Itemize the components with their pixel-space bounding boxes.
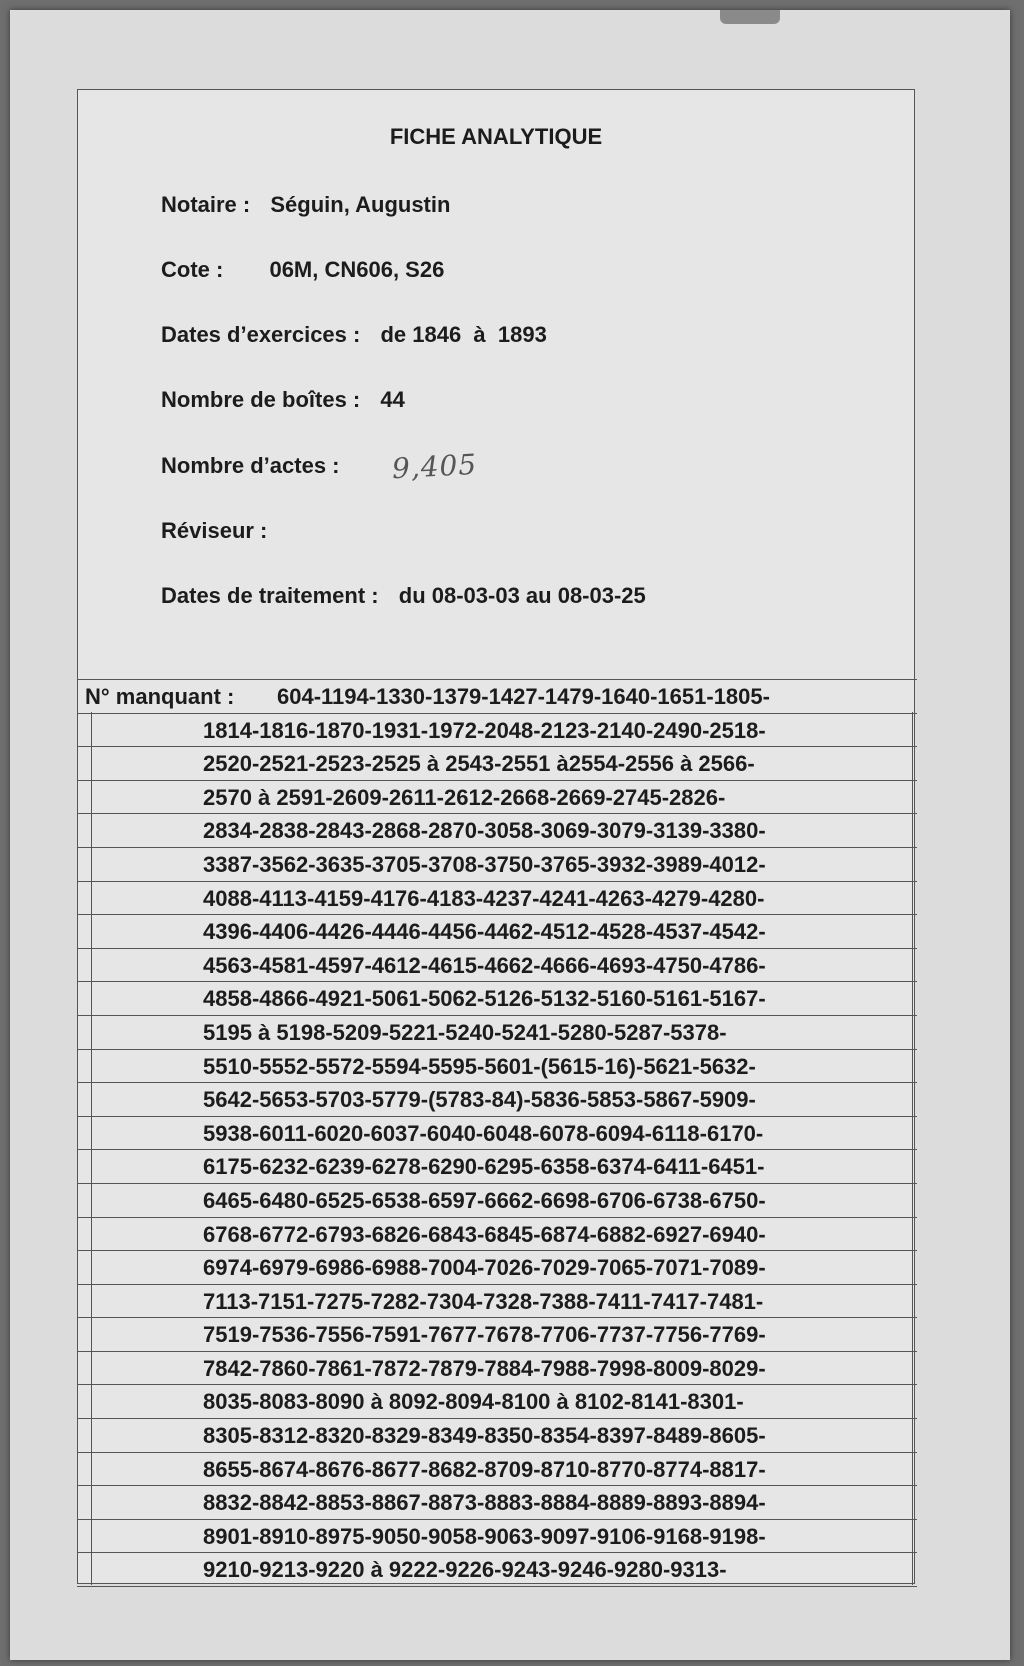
missing-numbers-text: 8832-8842-8853-8867-8873-8883-8884-8889-8893-8894-: [203, 1490, 766, 1516]
missing-numbers-text: 3387-3562-3635-3705-3708-3750-3765-3932-3989-4012-: [203, 851, 766, 877]
missing-row: [77, 814, 917, 848]
nombre-actes-label: Nombre d’actes :: [161, 453, 340, 478]
binder-clip: [720, 10, 780, 24]
dates-traitement-field: [161, 583, 646, 609]
missing-numbers-text: 604-1194-1330-1379-1427-1479-1640-1651-1805-: [277, 684, 770, 709]
cote-field: [161, 257, 444, 283]
missing-numbers-text: 6175-6232-6239-6278-6290-6295-6358-6374-6411-6451-: [203, 1154, 765, 1180]
missing-numbers-text: 4396-4406-4426-4446-4456-4462-4512-4528-4537-4542-: [203, 919, 766, 945]
missing-row: [77, 1553, 917, 1587]
missing-numbers-text: 6465-6480-6525-6538-6597-6662-6698-6706-6738-6750-: [203, 1187, 766, 1213]
dates-traitement-value: du 08-03-03 au 08-03-25: [398, 583, 646, 608]
missing-numbers-text: 5510-5552-5572-5594-5595-5601-(5615-16)-5621-5632-: [203, 1053, 756, 1079]
missing-numbers-text: 4563-4581-4597-4612-4615-4662-4666-4693-4750-4786-: [203, 952, 766, 978]
nombre-boites-label: Nombre de boîtes :: [161, 387, 361, 412]
missing-numbers-text: 7113-7151-7275-7282-7304-7328-7388-7411-7417-7481-: [203, 1288, 764, 1314]
missing-row: [77, 680, 917, 714]
missing-numbers-text: 8655-8674-8676-8677-8682-8709-8710-8770-8774-8817-: [203, 1456, 766, 1482]
missing-row: [77, 747, 917, 781]
missing-numbers-text: 5938-6011-6020-6037-6040-6048-6078-6094-6118-6170-: [203, 1120, 764, 1146]
cote-value: 06M, CN606, S26: [269, 257, 445, 282]
missing-row: [77, 848, 917, 882]
missing-row: [77, 1486, 917, 1520]
missing-row: [77, 1285, 917, 1319]
missing-numbers-text: 8305-8312-8320-8329-8349-8350-8354-8397-8489-8605-: [203, 1423, 766, 1449]
missing-row: [77, 1419, 917, 1453]
missing-row: [77, 1050, 917, 1084]
nombre-actes-field: [161, 453, 340, 479]
missing-row: [77, 1318, 917, 1352]
cote-label: Cote :: [161, 257, 224, 282]
missing-numbers-text: 4088-4113-4159-4176-4183-4237-4241-4263-4279-4280-: [203, 885, 765, 911]
missing-numbers-text: 6768-6772-6793-6826-6843-6845-6874-6882-6927-6940-: [203, 1221, 766, 1247]
dates-traitement-label: Dates de traitement :: [161, 583, 379, 608]
missing-row: [77, 714, 917, 748]
notaire-value: Séguin, Augustin: [270, 192, 451, 217]
missing-numbers-text: 4858-4866-4921-5061-5062-5126-5132-5160-5161-5167-: [203, 986, 766, 1012]
missing-row: [77, 1251, 917, 1285]
missing-row: [77, 1083, 917, 1117]
missing-row: [77, 1150, 917, 1184]
missing-row: [77, 1184, 917, 1218]
missing-row: [77, 915, 917, 949]
missing-row: [77, 1520, 917, 1554]
notaire-field: [161, 192, 450, 218]
missing-row: [77, 1117, 917, 1151]
missing-numbers-text: 1814-1816-1870-1931-1972-2048-2123-2140-2490-2518-: [203, 717, 766, 743]
missing-row: [77, 781, 917, 815]
missing-row: [77, 882, 917, 916]
nombre-boites-field: [161, 387, 405, 413]
nombre-actes-handwritten-value: 9,405: [391, 447, 478, 486]
missing-row: [77, 1218, 917, 1252]
dates-exercices-label: Dates d’exercices :: [161, 322, 361, 347]
missing-numbers-text: 5195 à 5198-5209-5221-5240-5241-5280-5287-5378-: [203, 1019, 727, 1045]
reviseur-field: [161, 518, 281, 544]
missing-label: N° manquant :: [85, 684, 235, 709]
dates-exercices-field: [161, 322, 547, 348]
dates-exercices-value: de 1846 à 1893: [380, 322, 547, 347]
missing-numbers-text: 7842-7860-7861-7872-7879-7884-7988-7998-8009-8029-: [203, 1355, 766, 1381]
missing-numbers-text: 5642-5653-5703-5779-(5783-84)-5836-5853-5867-5909-: [203, 1087, 756, 1113]
missing-numbers-text: 2834-2838-2843-2868-2870-3058-3069-3079-3139-3380-: [203, 818, 766, 844]
page-title: FICHE ANALYTIQUE: [389, 124, 603, 149]
missing-row: [77, 1352, 917, 1386]
missing-row: [77, 1016, 917, 1050]
notaire-label: Notaire :: [161, 192, 251, 217]
missing-numbers-text: 2520-2521-2523-2525 à 2543-2551 à2554-2556 à 2566-: [203, 751, 755, 777]
missing-numbers-text: 8901-8910-8975-9050-9058-9063-9097-9106-9168-9198-: [203, 1523, 766, 1549]
missing-numbers-text: 2570 à 2591-2609-2611-2612-2668-2669-2745-2826-: [203, 784, 726, 810]
missing-row: [77, 982, 917, 1016]
missing-numbers-text: 7519-7536-7556-7591-7677-7678-7706-7737-7756-7769-: [203, 1322, 766, 1348]
nombre-boites-value: 44: [380, 387, 405, 412]
missing-numbers-table: [77, 679, 917, 1587]
missing-row: [77, 1453, 917, 1487]
missing-row: [77, 1385, 917, 1419]
missing-numbers-text: 6974-6979-6986-6988-7004-7026-7029-7065-7071-7089-: [203, 1255, 766, 1281]
reviseur-label: Réviseur :: [161, 518, 268, 543]
missing-numbers-text: 9210-9213-9220 à 9222-9226-9243-9246-9280-9313-: [203, 1557, 727, 1583]
missing-numbers-text: 8035-8083-8090 à 8092-8094-8100 à 8102-8141-8301-: [203, 1389, 744, 1415]
missing-row: [77, 949, 917, 983]
